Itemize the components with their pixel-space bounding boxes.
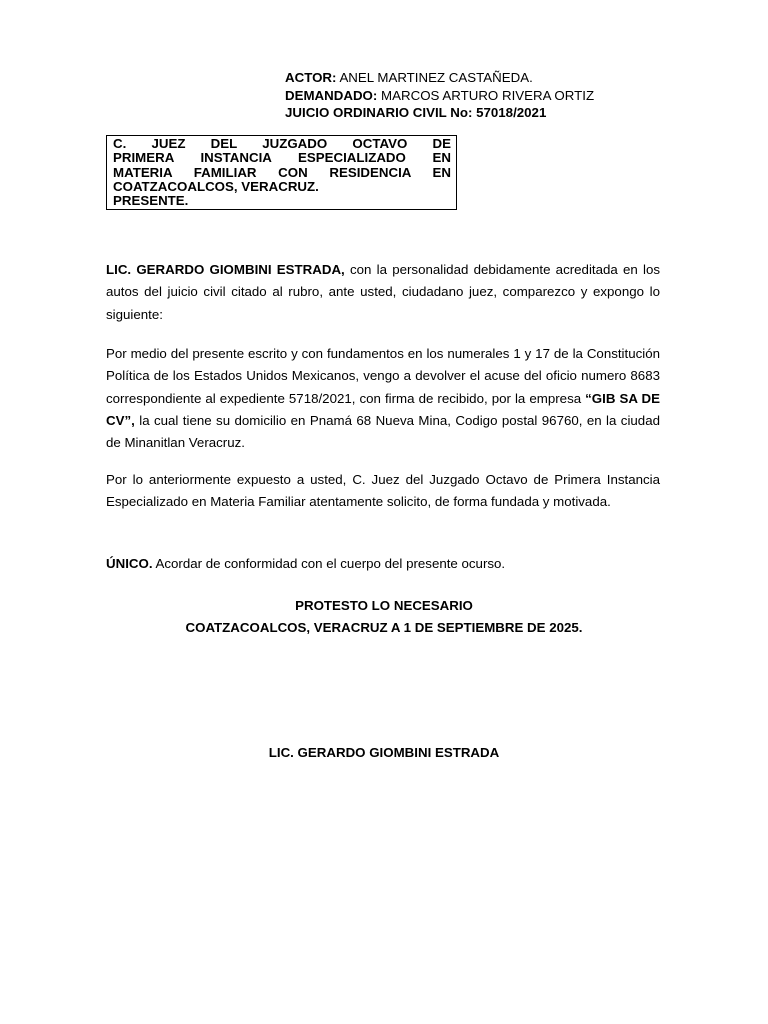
paragraph-statement xyxy=(106,343,660,454)
case-number-line: JUICIO ORDINARIO CIVIL No: 57018/2021 xyxy=(285,105,547,120)
actor-line xyxy=(285,69,705,87)
addressee-line: MATERIA FAMILIAR CON RESIDENCIA EN xyxy=(113,164,451,180)
paragraph-sole-point xyxy=(106,553,660,575)
defendant-label: DEMANDADO: xyxy=(285,87,378,103)
addressee-line: COATZACOALCOS, VERACRUZ. xyxy=(113,178,319,194)
sole-point-text: Acordar de conformidad con el cuerpo del presente ocurso. xyxy=(152,556,506,571)
sole-point-label: ÚNICO. xyxy=(106,556,153,571)
introduction-text: con la personalidad debidamente acreditada en los autos del juicio civil citado al rubro, ante usted, ciudadano juez, comparezco y expongo lo siguiente: xyxy=(106,262,661,322)
addressee-line: C. JUEZ DEL JUZGADO OCTAVO DE xyxy=(113,136,451,151)
defendant-line xyxy=(285,87,705,105)
statement-text-a: Por medio del presente escrito y con fundamentos en los numerales 1 y 17 de la Constitución Política de los Estados Unidos Mexicanos, vengo a devolver el acuse del oficio numero 8683 correspondiente al expediente 5718/2021, con firma de recibido, por la empresa xyxy=(106,346,660,406)
actor-value: ANEL MARTINEZ CASTAÑEDA. xyxy=(339,70,533,85)
place-date-line: COATZACOALCOS, VERACRUZ A 1 DE SEPTIEMBRE DE 2025. xyxy=(185,620,583,635)
actor-label: ACTOR: xyxy=(285,70,337,85)
case-header xyxy=(285,69,705,122)
addressee-line: PRESENTE. xyxy=(113,193,189,209)
request-text: Por lo anteriormente expuesto a usted, C. Juez del Juzgado Octavo de Primera Instancia Especializado en Materia Familiar atentamente solicito, de forma fundada y motivada. xyxy=(106,472,660,510)
paragraph-introduction xyxy=(106,259,660,326)
signature-name: LIC. GERARDO GIOMBINI ESTRADA xyxy=(268,745,500,760)
protest-line: PROTESTO LO NECESARIO xyxy=(295,598,473,613)
company-name: “GIB SA DE CV”, xyxy=(106,390,660,428)
addressee-line: PRIMERA INSTANCIA ESPECIALIZADO EN xyxy=(113,150,451,166)
addressee-box xyxy=(106,135,457,210)
paragraph-request xyxy=(106,469,660,514)
statement-text-b: la cual tiene su domicilio en Pnamá 68 Nueva Mina, Codigo postal 96760, en la ciudad de Minanitlan Veracruz. xyxy=(106,412,660,451)
attorney-name: LIC. GERARDO GIOMBINI ESTRADA, xyxy=(106,262,345,277)
defendant-value: MARCOS ARTURO RIVERA ORTIZ xyxy=(381,87,595,103)
